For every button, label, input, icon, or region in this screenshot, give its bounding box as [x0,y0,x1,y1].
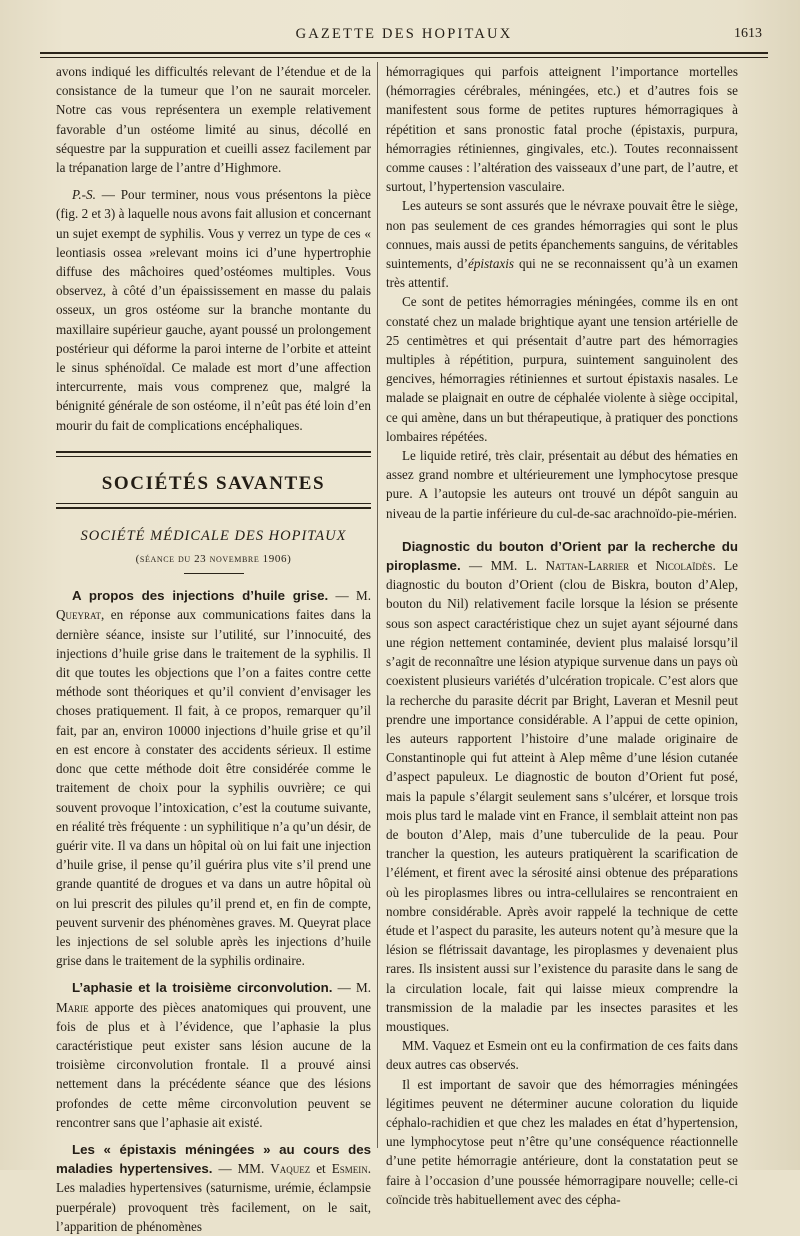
article-text: . Le diagnostic du bouton d’Orient (clou de Biskra, bouton d’Alep, bouton du Nil) relativement facile lorsque la lésion se présente sous son aspect caractéristique chez un sujet ayant séjourné dans une région nettement contaminée, devient plus malaisé lorsqu’il s’agit de reconnaître une lésion atypique survenue dans un pays où coexistent plusieurs variétés d’ulcération tropicale. C’est alors que la recherche du parasite décrit par Bright, Laveran et Mesnil peut prendre une importance considérable. A l’appui de cette opinion, les auteurs rapportent l’histoire d’une malade originaire de Constantinople qui fut atteint à Alep même d’une lésion cutanée d’aspect papuleux. Le diagnostic de bouton d’Orient fut posé, mais la papule s’élargit seulement sans s’ulcérer, et lorsque trois mois plus tard le malade vint en France, il semblait atteint non pas de bouton d’Alep, mais d’une tuberculide de la peau. Pour trancher la question, les auteurs pratiquèrent la scarification de l’élément, et firent avec la sérosité ainsi obtenue des préparations où les piroplasmes libres ou intra-cellulaires se rencontraient en nombre considérable. Après avoir rappelé la technique de cette étude et l’aspect du parasite, les auteurs notent qu’à mesure que la lésion se flétrissait davantage, les piroplasmes y devenaient plus rares. Ils insistent aussi sur l’existence du parasite dans le sang de la circulation locale, fait qui laisse mieux comprendre la transmission de la maladie par les insectes parasites et les moustiques. [386,558,739,1034]
page-header [40,24,768,46]
article-title: Les « épistaxis méningées » au cours des maladies hypertensives. [56,1141,371,1177]
author-name: Nicolaïdès [655,558,713,574]
article-bouton-orient: Diagnostic du bouton d’Orient par la recherche du piroplasme. — MM. L. Nattan-Larrier et Nicolaïdès. Le diagnostic du bouton d’Orient (clou de Biskra, bouton d’Alep, bouton du Nil) relativement facile lorsque la lésion se présente sous son aspect caractéristique chez un sujet ayant séjourné dans une région nettement contaminée, devient plus malaisé lorsqu’il s’agit de reconnaître une lésion atypique survenue dans un pays où coexistent plusieurs variétés d’ulcération tropicale. C’est alors que la recherche du parasite décrit par Bright, Laveran et Mesnil peut prendre une importance considérable. A l’appui de cette opinion, les auteurs rapportent l’histoire d’une malade originaire de Constantinople qui fut atteint à Alep même d’une lésion cutanée d’aspect papuleux. Le diagnostic de bouton d’Orient fut posé, mais la papule s’élargit seulement sans s’ulcérer, et lorsque trois mois plus tard le malade vint en France, il semblait atteint non pas de bouton d’Alep, mais d’une tuberculide de la peau. Pour trancher la question, les auteurs pratiquèrent la scarification de l’élément, et firent avec la sérosité ainsi obtenue des préparations où les piroplasmes libres ou intra-cellulaires se rencontraient en nombre considérable. Après avoir rappelé la technique de cette étude et l’aspect du parasite, les auteurs notent qu’à mesure que la lésion se flétrissait davantage, les piroplasmes y devenaient plus rares. Ils insistent aussi sur l’existence du parasite dans le sang de la circulation locale, fait qui laisse mieux comprendre la transmission de la maladie par les insectes parasites et les moustiques. [386,538,739,1034]
article-title: Diagnostic du bouton d’Orient par la recherche du piroplasme. [386,538,738,574]
article-title: L’aphasie et la troisième circonvolution. [72,980,333,996]
article-aphasie: L’aphasie et la troisième circonvolution. — M. Marie apporte des pièces anatomiques qui prouvent, une fois de plus et à l’évidence, que l’aphasie la plus caractéristique peut exister sans lésion aucune de la troisième circonvolution frontale. Il a prouvé ainsi nettement dans la précédente séance que des lésions profondes de cette même circonvolution peuvent se rencontrer sans que l’aphasie ait existé. [56,980,371,1130]
author-name: Nattan-Larrier [545,558,630,574]
paragraph: avons indiqué les difficultés relevant de l’étendue et de la consistance de la tumeur que l’on ne saurait morceler. Notre cas vous représentera un exemple relativement favorable d’un ostéome limité au sinus, décollé en séquestre par la suppuration et cueilli assez facilement par la trépanation large de l’antre d’Highmore. [56,64,371,176]
section-title: SOCIÉTÉS SAVANTES [101,472,326,494]
article-text: . Les maladies hypertensives (saturnisme, urémie, éclampsie puerpérale) provoquent très facilement, on le sait, l’apparition de phénomènes [56,1161,372,1234]
paragraph: Les auteurs se sont assurés que le névraxe pouvait être le siège, non pas seulement de ces grandes hémorragies qui sont le plus connues, mais aussi de petits épanchements sanguins, de véritables suintements, d’épistaxis qui ne se reconnaissent qu’à un examen très attentif. [386,198,738,291]
ps-label: P.-S. [72,187,96,203]
emphasis: épistaxis [468,256,515,272]
paragraph: MM. Vaquez et Esmein ont eu la confirmation de ces faits dans deux autres cas observés. [386,1038,738,1073]
article-text: apporte des pièces anatomiques qui prouvent, une fois de plus et à l’évidence, que l’aphasie la plus caractéristique peut exister sans lésion aucune de la troisième circonvolution frontale. Il a prouvé ainsi nettement dans la précédente séance que des lésions profondes de cette même circonvolution peuvent se rencontrer sans que l’aphasie ait existé. [56,999,371,1130]
author-name: Esmein [331,1161,368,1177]
left-column [56,62,372,1234]
column-divider [377,62,378,1148]
article-epistaxis: Les « épistaxis méningées » au cours des maladies hypertensives. — MM. Vaquez et Esmein. Les maladies hypertensives (saturnisme, urémie, éclampsie puerpérale) provoquent très facilement, on le sait, l’apparition de phénomènes [56,1141,372,1234]
session-date: (séance du 23 novembre 1906) [135,553,292,566]
ps-text: — Pour terminer, nous vous présentons la pièce (fig. 2 et 3) à laquelle nous avons fait allusion et concernant un sujet exempt de syphilis. Vous y verrez un type de ces « leontiasis ossea »relevant moins ici d’une hypertrophie diffuse des mâchoires qued’ostéomes multiples. Vous observez, à côté d’un épaississement en masse du palais osseux, un gros ostéome sur la branche montante du maxillaire supérieur gauche, ayant poussé un prolongement postérieur qui déforme la paroi interne de l’orbite et atteint le sinus sphénoïdal. Ce malade est mort d’une affection intercurrente, mais vous comprenez que, malgré la bénignité générale de son ostéome, il n’eût pas été loin d’en mourir du fait de complications encéphaliques. [56,187,371,433]
page-number: 1613 [734,26,762,41]
society-heading: SOCIÉTÉ MÉDICALE DES HOPITAUX [80,527,347,544]
section-rule-bottom [56,503,371,509]
paragraph: Ce sont de petites hémorragies méningées, comme ils en ont constaté chez un malade brightique ayant une tension artérielle de 25 centimètres et qui présentait d’autre part des hémorragies multiples à répétition, purpura, suintement sanguinolent des gencives, hémorragies rétiniennes et surtout épistaxis nasales. Le malade se plaignait en outre de céphalée violente à siège occipital, ce qui amène, dans un but thérapeutique, à pratiquer des ponctions lombaires répétées. [386,294,738,444]
header-rule-thin [40,57,768,58]
right-column [386,62,739,1207]
section-rule-top [56,451,371,457]
paragraph: Il est important de savoir que des hémorragies méningées légitimes peuvent ne déterminer aucune coloration du liquide céphalo-rachidien et que chez les malades en état d’hypertension, une lymphocytose peut n’être qu’une conséquence réactionnelle d’une petite hémorragie antérieure, dont la constatation peut se faire à l’occasion d’une poussée hémorragipare nouvelle; celle-ci coïncide très habituellement avec des cépha- [386,1076,738,1207]
paragraph: hémorragiques qui parfois atteignent l’importance mortelles (hémorragies cérébrales, méningées, etc.) et d’autres fois se manifestent sous forme de petites ruptures hémorragiques à répétition et sans pronostic fatal proche (épistaxis, purpura, hémorragies rétiniennes, gingivales, etc.). Toutes reconnaissent comme causes : l’altération des vaisseaux d’une part, de l’autre, et surtout, l’hypertension vasculaire. [386,64,738,195]
author-name: Marie [56,999,89,1015]
article-text: , en réponse aux communications faites dans la dernière séance, insiste sur l’utilité, sur l’innocuité, des injections d’huile grise dans le traitement de la syphilis. Il dit que toutes les objections que l’on a faites contre cette méthode sont théoriques et qu’il convient d’envisager les choses pratiquement. Il fait, à ce propos, remarquer qu’il fait, par an, environ 10000 injections d’huile grise et qu’il en est encore à constater des accidents sérieux. Il estime donc que cette méthode doit être considérée comme le traitement de choix pour la syphilis ouvrière; ce qui souvent provoque l’intoxication, c’est la coutume suivante, en réalité très fréquente : un syphilitique n’a qu’un désir, de guérir vite. Il va dans un hôpital où on lui fait une injection d’huile grise, il pense qu’il guérira plus vite s’il prend une grande quantité de drogues et va dans un autre hôpital où on lui prescrit des pilules qu’il prend et, en fin de compte, peuvent survenir des phénomènes graves. M. Queyrat place les injections de sel soluble après les injections d’huile grise dans le traitement de la syphilis ordinaire. [56,607,371,969]
journal-title: GAZETTE DES HOPITAUX [295,26,513,42]
author-name: Vaquez [270,1161,311,1177]
postscript-paragraph [56,185,371,435]
header-rule [40,52,768,54]
author-name: Queyrat [56,607,101,623]
article-title: A propos des injections d’huile grise. [72,588,329,604]
short-rule [184,573,244,574]
article-injections: A propos des injections d’huile grise. — M. Queyrat, en réponse aux communications faites dans la dernière séance, insiste sur l’utilité, sur l’innocuité, des injections d’huile grise dans le traitement de la syphilis. Il dit que toutes les objections que l’on a faites contre cette méthode sont théoriques et qu’il convient d’envisager les choses pratiquement. Il fait, à ce propos, remarquer qu’il fait, par an, environ 10000 injections d’huile grise et qu’il en est encore à constater des accidents sérieux. Il estime donc que cette méthode doit être considérée comme le traitement de choix pour la syphilis ouvrière; ce qui souvent provoque l’intoxication, c’est la coutume suivante, en réalité très fréquente : un syphilitique n’a qu’un désir, de guérir vite. Il va dans un hôpital où on lui fait une injection d’huile grise, il pense qu’il guérira plus vite s’il prend une grande quantité de drogues et va dans un autre hôpital où on lui prescrit des pilules qu’il prend et, en fin de compte, peuvent survenir des phénomènes graves. M. Queyrat place les injections de sel soluble après les injections d’huile grise dans le traitement de la syphilis ordinaire. [56,588,371,969]
paragraph: Le liquide retiré, très clair, présentait au début des hématies en assez grand nombre et ultérieurement une lymphocytose presque pure. A l’autopsie les auteurs ont trouvé un dépôt sanguin au niveau de la partie inférieure du cul-de-sac arachnoïdo-pie-mérien. [386,448,738,521]
